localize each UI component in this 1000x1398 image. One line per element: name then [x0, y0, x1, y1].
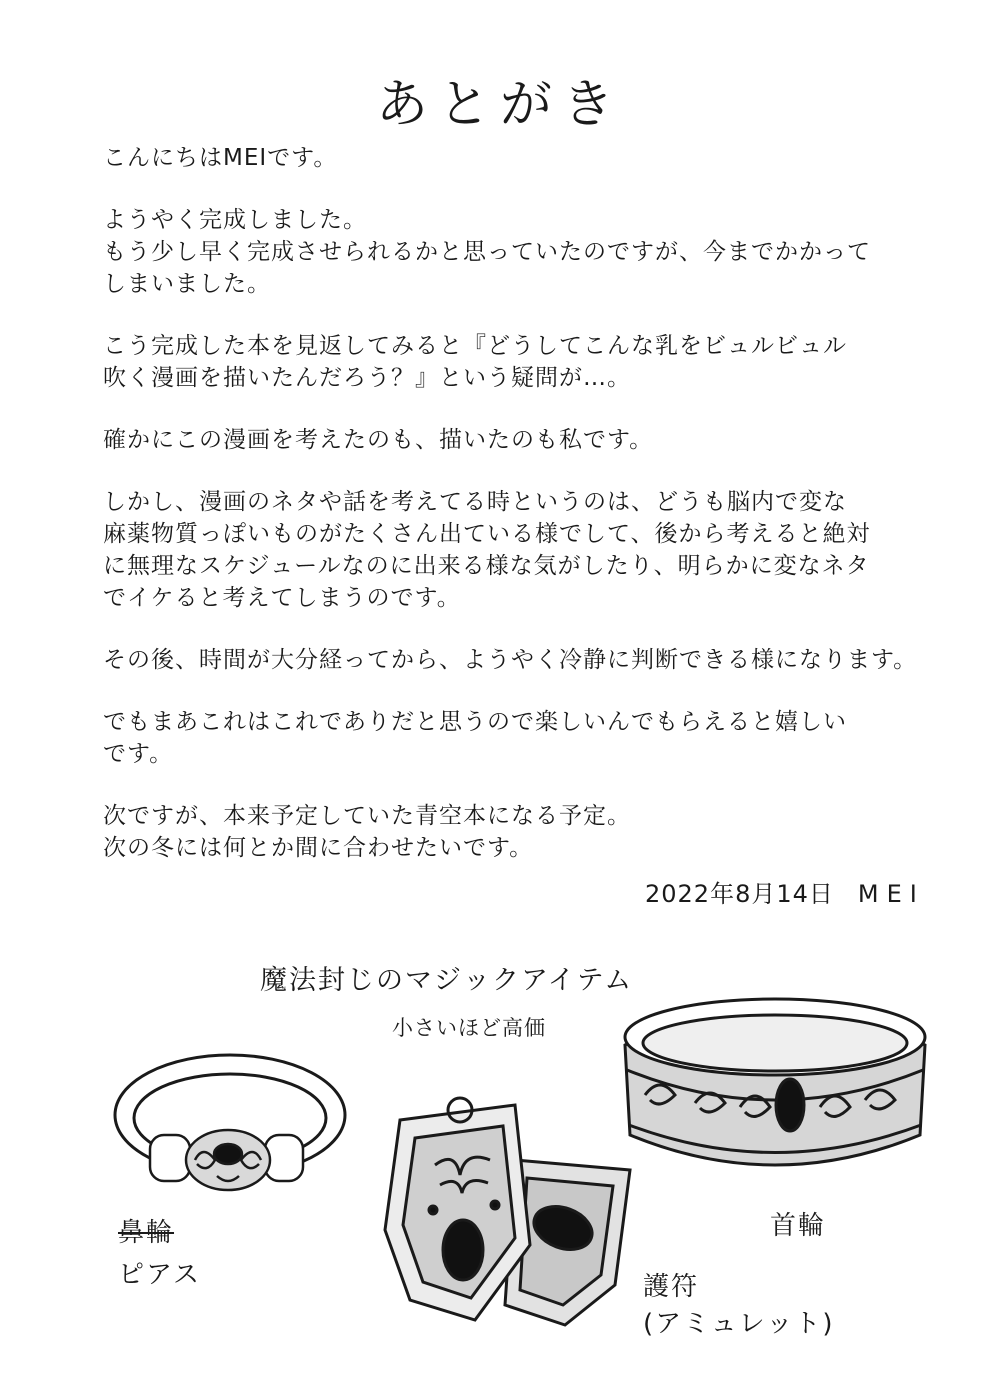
text-line: に無理なスケジュールなのに出来る様な気がしたり、明らかに変なネタ	[103, 553, 870, 579]
piercing-label: ピアス	[118, 1260, 201, 1290]
text-line: その後、時間が大分経ってから、ようやく冷静に判断できる様になります。	[103, 647, 918, 673]
paragraph	[103, 330, 933, 394]
text-line: 次ですが、本来予定していた青空本になる予定。	[103, 803, 631, 829]
text-line: しかし、漫画のネタや話を考えてる時というのは、どうも脳内で変な	[103, 489, 847, 515]
paragraph	[103, 800, 933, 864]
signature-author: MEI	[857, 880, 925, 908]
amulet-reading-label: (アミュレット)	[643, 1309, 835, 1339]
text-line: こう完成した本を見返してみると『どうしてこんな乳をビュルビュル	[103, 333, 847, 359]
text-line: 次の冬には何とか間に合わせたいです。	[103, 835, 534, 861]
collar-label: 首輪	[770, 1211, 827, 1241]
paragraph	[103, 142, 933, 174]
text-line: 吹く漫画を描いたんだろう？』という疑問が…。	[103, 365, 631, 391]
paragraph	[103, 424, 933, 456]
text-line: こんにちはMEIです。	[103, 145, 338, 171]
nose-ring-illustration	[105, 1040, 365, 1210]
amulet-label: 護符	[643, 1272, 700, 1302]
text-line: です。	[103, 741, 174, 767]
text-line: 麻薬物質っぽいものがたくさん出ている様でして、後から考えると絶対	[103, 521, 871, 547]
text-line: ようやく完成しました。	[103, 207, 367, 233]
page-title: あとがき	[375, 75, 624, 135]
text-line: でイケると考えてしまうのです。	[103, 585, 461, 611]
text-line: でもまあこれはこれでありだと思うので楽しいんでもらえると嬉しい	[103, 709, 847, 735]
paragraph	[103, 644, 933, 676]
afterword-body	[103, 142, 933, 894]
signature	[645, 874, 925, 909]
nose-ring-label: 鼻輪	[118, 1218, 175, 1248]
illustration-subtitle: 小さいほど高価	[392, 1016, 546, 1040]
illustration-title: 魔法封じのマジックアイテム	[260, 965, 634, 996]
signature-date: 2022年8月14日	[645, 880, 834, 908]
paragraph	[103, 204, 933, 300]
paragraph	[103, 486, 933, 614]
amulet-illustration	[365, 1090, 655, 1335]
text-line: 確かにこの漫画を考えたのも、描いたのも私です。	[103, 427, 654, 453]
collar-illustration	[615, 985, 935, 1190]
text-line: しまいました。	[103, 271, 271, 297]
text-line: もう少し早く完成させられるかと思っていたのですが、今までかかって	[103, 239, 871, 265]
paragraph	[103, 706, 933, 770]
